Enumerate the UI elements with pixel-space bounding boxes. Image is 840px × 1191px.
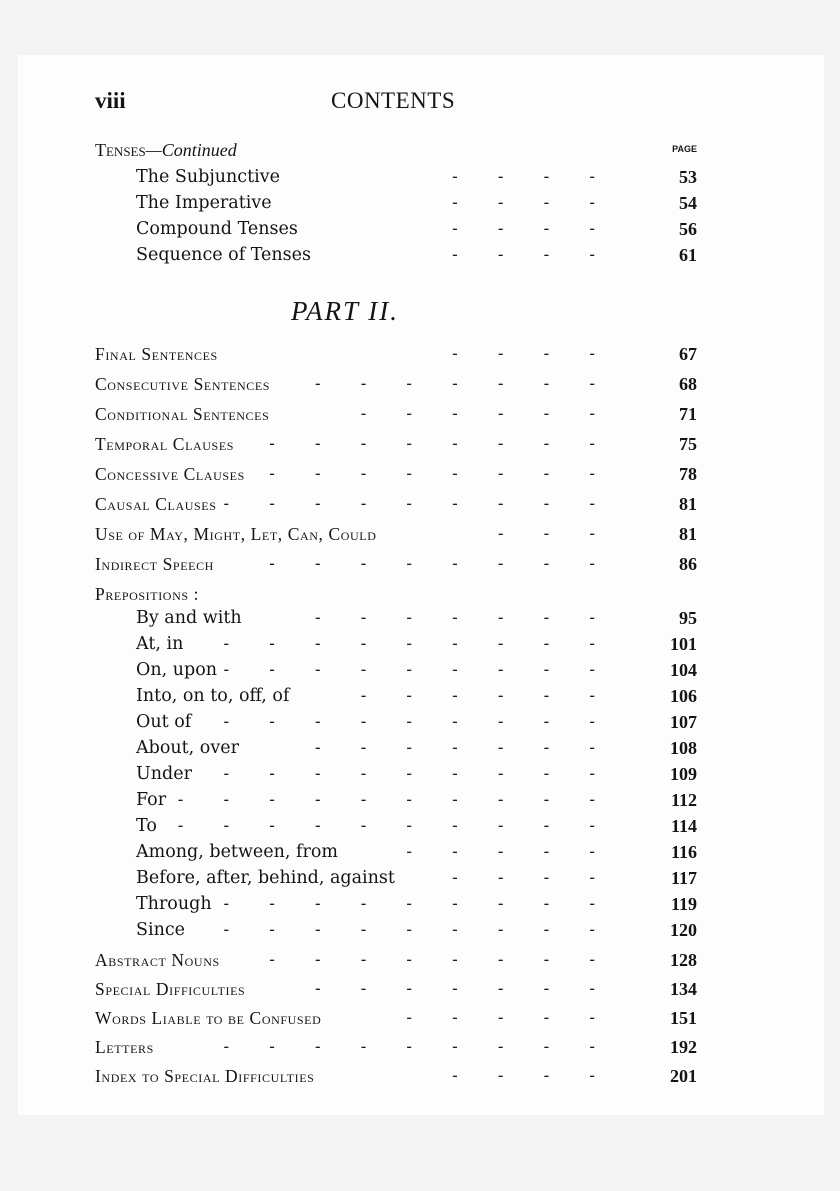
dot-leaders: - - - - — [452, 246, 613, 263]
toc-entry — [136, 709, 697, 735]
toc-entry-label: Since — [136, 920, 186, 940]
toc-page-number: 78 — [679, 464, 697, 484]
toc-entry-label: At, in — [136, 634, 184, 654]
toc-entry — [95, 1034, 697, 1060]
toc-entry-label: Conditional Sentences — [95, 404, 270, 424]
toc-page-number: 86 — [679, 554, 697, 574]
dot-leaders: - - - - - - - - - — [223, 713, 613, 730]
prepositions-heading — [95, 581, 697, 607]
toc-page-number: 53 — [679, 167, 697, 187]
dot-leaders: - - - - - - - — [315, 609, 613, 626]
dot-leaders: - - - - - — [406, 843, 613, 860]
toc-page-number: 101 — [670, 634, 697, 654]
toc-entry — [95, 1063, 697, 1089]
toc-entry — [136, 891, 697, 917]
toc-page-number: 116 — [670, 842, 697, 862]
toc-entry — [95, 341, 697, 367]
page-header — [95, 88, 655, 122]
dot-leaders: - - - - - - - — [315, 739, 613, 756]
toc-page-number: 108 — [670, 738, 697, 758]
toc-entry-label: Through — [136, 894, 212, 914]
toc-entry-label: Compound Tenses — [136, 219, 298, 239]
toc-page-number: 134 — [670, 979, 697, 999]
toc-entry-label: Among, between, from — [136, 842, 339, 862]
prepositions-label: Prepositions : — [95, 584, 200, 604]
toc-entry — [95, 551, 697, 577]
toc-page-number: 68 — [679, 374, 697, 394]
dot-leaders: - - - - — [452, 345, 613, 362]
toc-entry-label: The Imperative — [136, 193, 272, 213]
toc-entry — [136, 657, 697, 683]
toc-entry — [136, 164, 697, 190]
dot-leaders: - - - - — [452, 168, 613, 185]
toc-page-number: 67 — [679, 344, 697, 364]
toc-entry — [136, 631, 697, 657]
dot-leaders: - - - - - - - - - — [223, 1038, 613, 1055]
toc-entry-label: On, upon — [136, 660, 218, 680]
dot-leaders: - - - - - - - - — [269, 951, 613, 968]
part-title: PART II. — [290, 296, 399, 326]
toc-entry — [136, 813, 697, 839]
toc-entry-label: Consecutive Sentences — [95, 374, 271, 394]
toc-page-number: 75 — [679, 434, 697, 454]
toc-entry-label: Special Difficulties — [95, 979, 246, 999]
running-title: CONTENTS — [331, 88, 456, 113]
toc-page-number: 81 — [679, 524, 697, 544]
dot-leaders: - - - - - - - - — [269, 465, 613, 482]
toc-entry-label: About, over — [136, 738, 239, 758]
toc-entry — [136, 865, 697, 891]
dot-leaders: - - - - - - - - - — [223, 635, 613, 652]
toc-page-number: 151 — [670, 1008, 697, 1028]
toc-entry-label: Into, on to, off, of — [136, 686, 290, 706]
toc-entry-label: Under — [136, 764, 192, 784]
toc-page-number: 71 — [679, 404, 697, 424]
toc-entry-label: The Subjunctive — [136, 167, 280, 187]
dot-leaders: - - - - - - - - - — [223, 495, 613, 512]
dot-leaders: - - - - - - — [360, 687, 613, 704]
toc-page-number: 120 — [670, 920, 697, 940]
toc-entry — [95, 431, 697, 457]
toc-page-number: 192 — [670, 1037, 697, 1057]
dot-leaders: - - - - - - - - - - — [177, 817, 613, 834]
page-number: viii — [95, 88, 126, 113]
toc-entry-label: By and with — [136, 608, 242, 628]
toc-entry — [136, 917, 697, 943]
dot-leaders: - - - - — [452, 220, 613, 237]
toc-entry-label: Sequence of Tenses — [136, 245, 311, 265]
toc-entry — [136, 761, 697, 787]
toc-entry — [95, 371, 697, 397]
toc-entry-label: Before, after, behind, against — [136, 868, 395, 888]
toc-entry-label: Letters — [95, 1037, 154, 1057]
dot-leaders: - - - - - - - - - — [223, 765, 613, 782]
toc-entry — [95, 947, 697, 973]
toc-entry-label: Final Sentences — [95, 344, 218, 364]
toc-entry — [136, 683, 697, 709]
toc-page-number: 107 — [670, 712, 697, 732]
page-column-label: PAGE — [672, 144, 697, 154]
toc-entry — [136, 216, 697, 242]
dot-leaders: - - - - - - - - - — [223, 661, 613, 678]
toc-page-number: 201 — [670, 1066, 697, 1086]
toc-entry — [95, 491, 697, 517]
dot-leaders: - - - - - - - - — [269, 435, 613, 452]
dot-leaders: - - - - — [452, 194, 613, 211]
toc-entry-label: Causal Clauses — [95, 494, 217, 514]
section-continued: —Continued — [145, 140, 237, 160]
toc-entry — [136, 787, 697, 813]
toc-page-number: 61 — [679, 245, 697, 265]
toc-entry-label: Index to Special Difficulties — [95, 1066, 315, 1086]
toc-entry-label: Abstract Nouns — [95, 950, 220, 970]
toc-entry-label: Words Liable to be Confused — [95, 1008, 322, 1028]
dot-leaders: - - - - - - - - - — [223, 921, 613, 938]
toc-page-number: 109 — [670, 764, 697, 784]
toc-page-number: 112 — [670, 790, 697, 810]
dot-leaders: - - - - - - — [360, 405, 613, 422]
section-name: Tenses — [95, 140, 146, 160]
toc-entry-label: To — [136, 816, 157, 836]
toc-page-number: 54 — [679, 193, 697, 213]
toc-page-number: 117 — [670, 868, 697, 888]
toc-entry — [95, 1005, 697, 1031]
toc-entry — [136, 605, 697, 631]
dot-leaders: - - - - — [452, 869, 613, 886]
dot-leaders: - - - - - - - - - — [223, 895, 613, 912]
toc-entry-label: Temporal Clauses — [95, 434, 235, 454]
toc-entry — [136, 190, 697, 216]
toc-entry-label: Use of May, Might, Let, Can, Could — [95, 524, 377, 544]
toc-entry-label: Indirect Speech — [95, 554, 214, 574]
toc-page-number: 95 — [679, 608, 697, 628]
dot-leaders: - - - - - - - — [315, 980, 613, 997]
toc-page-number: 128 — [670, 950, 697, 970]
toc-page-number: 81 — [679, 494, 697, 514]
toc-entry — [136, 735, 697, 761]
toc-page-number: 119 — [670, 894, 697, 914]
dot-leaders: - - - - - - - - — [269, 555, 613, 572]
toc-entry-label: Out of — [136, 712, 192, 732]
dot-leaders: - - - - - — [406, 1009, 613, 1026]
dot-leaders: - - - - - - - - - - — [177, 791, 613, 808]
toc-entry — [95, 976, 697, 1002]
toc-entry — [95, 521, 697, 547]
dot-leaders: - - - — [498, 525, 613, 542]
toc-page-number: 56 — [679, 219, 697, 239]
toc-entry — [95, 461, 697, 487]
toc-entry-label: Concessive Clauses — [95, 464, 245, 484]
toc-entry — [136, 242, 697, 268]
toc-page-number: 114 — [670, 816, 697, 836]
toc-entry — [136, 839, 697, 865]
toc-entry-label: For — [136, 790, 167, 810]
dot-leaders: - - - - — [452, 1067, 613, 1084]
toc-page-number: 104 — [670, 660, 697, 680]
toc-page-number: 106 — [670, 686, 697, 706]
section-heading — [95, 140, 697, 164]
dot-leaders: - - - - - - - — [315, 375, 613, 392]
toc-entry — [95, 401, 697, 427]
